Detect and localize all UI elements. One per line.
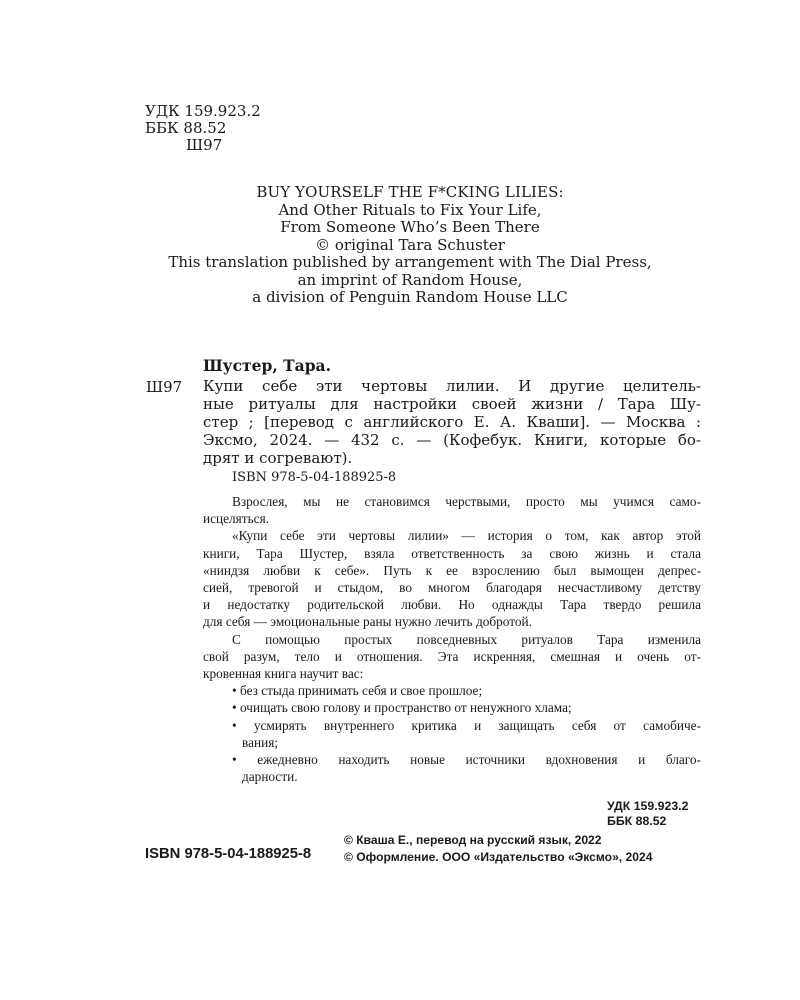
description-line: дрят и согревают). — [203, 449, 353, 467]
list-item: • без стыда принимать себя и свое прошлое; — [232, 683, 483, 699]
author-heading: Шустер, Тара. — [203, 356, 331, 375]
annotation-line: книги, Тара Шустер, взяла ответственность за свою жизнь и стала — [203, 545, 701, 561]
bottom-classification-codes — [607, 799, 688, 829]
annotation-line: С помощью простых повседневных ритуалов Тара изменила — [232, 631, 701, 647]
bottom-udk-code: УДК 159.923.2 — [607, 799, 689, 813]
original-title: BUY YOURSELF THE F*CKING LILIES: — [256, 183, 564, 201]
original-edition-block — [140, 184, 680, 307]
bbk-code: ББК 88.52 — [145, 119, 227, 137]
bibliographic-description — [203, 377, 701, 467]
list-item-continuation: вания; — [242, 734, 279, 750]
translation-copyright: © Кваша Е., перевод на русский язык, 2022 — [344, 833, 602, 847]
description-line: Купи себе эти чертовы лилии. И другие целитель- — [203, 377, 701, 395]
description-line: Эксмо, 2024. — 432 с. — (Кофебук. Книги, которые бо- — [203, 431, 701, 449]
original-copyright: © original Tara Schuster — [315, 235, 505, 254]
design-copyright: © Оформление. ООО «Издательство «Эксмо», 2024 — [344, 850, 653, 864]
arrangement-line: a division of Penguin Random House LLC — [252, 288, 568, 306]
copyright-block — [344, 832, 652, 866]
arrangement-line: This translation published by arrangement with The Dial Press, — [168, 253, 652, 271]
record-isbn: ISBN 978-5-04-188925-8 — [232, 470, 397, 485]
description-line: стер ; [перевод с английского Е. А. Кваши]. — Москва : — [203, 413, 701, 431]
isbn-main: ISBN 978-5-04-188925-8 — [145, 846, 312, 862]
annotation-line: «ниндзя любви к себе». Путь к ее взрослению был вымощен депрес- — [203, 562, 701, 578]
classification-codes — [145, 103, 261, 154]
annotation-line: «Купи себе эти чертовы лилии» — история о том, как автор этой — [232, 528, 701, 544]
list-item: • очищать свою голову и пространство от ненужного хлама; — [232, 700, 572, 716]
list-item: • усмирять внутреннего критика и защищать себя от самобиче- — [232, 717, 701, 733]
record-author-sign: Ш97 — [146, 378, 183, 396]
annotation-line: Взрослея, мы не становимся черствыми, просто мы учимся само- — [232, 494, 701, 509]
udk-code: УДК 159.923.2 — [145, 102, 261, 120]
annotation-line: исцеляться. — [203, 511, 270, 527]
list-item-continuation: дарности. — [242, 769, 298, 785]
annotation-line: свой разум, тело и отношения. Эта искренняя, смешная и очень от- — [203, 648, 701, 664]
arrangement-line: an imprint of Random House, — [297, 270, 523, 289]
original-subtitle-line: From Someone Who’s Been There — [280, 218, 540, 236]
annotation-line: сией, тревогой и стыдом, во многом благодаря несчастливому детству — [203, 580, 701, 596]
annotation-line: кровенная книга научит вас: — [203, 666, 364, 682]
bottom-bbk-code: ББК 88.52 — [607, 814, 667, 828]
annotation — [203, 493, 701, 785]
original-subtitle-line: And Other Rituals to Fix Your Life, — [278, 200, 542, 219]
list-item: • ежедневно находить новые источники вдохновения и благо- — [232, 752, 701, 768]
author-sign-code: Ш97 — [186, 136, 223, 154]
annotation-line: для себя — эмоциональные раны нужно лечить добротой. — [203, 614, 532, 630]
annotation-line: и недостатку родительской любви. Но однажды Тара твердо решила — [203, 597, 701, 613]
description-line: ные ритуалы для настройки своей жизни / Тара Шу- — [203, 395, 701, 413]
